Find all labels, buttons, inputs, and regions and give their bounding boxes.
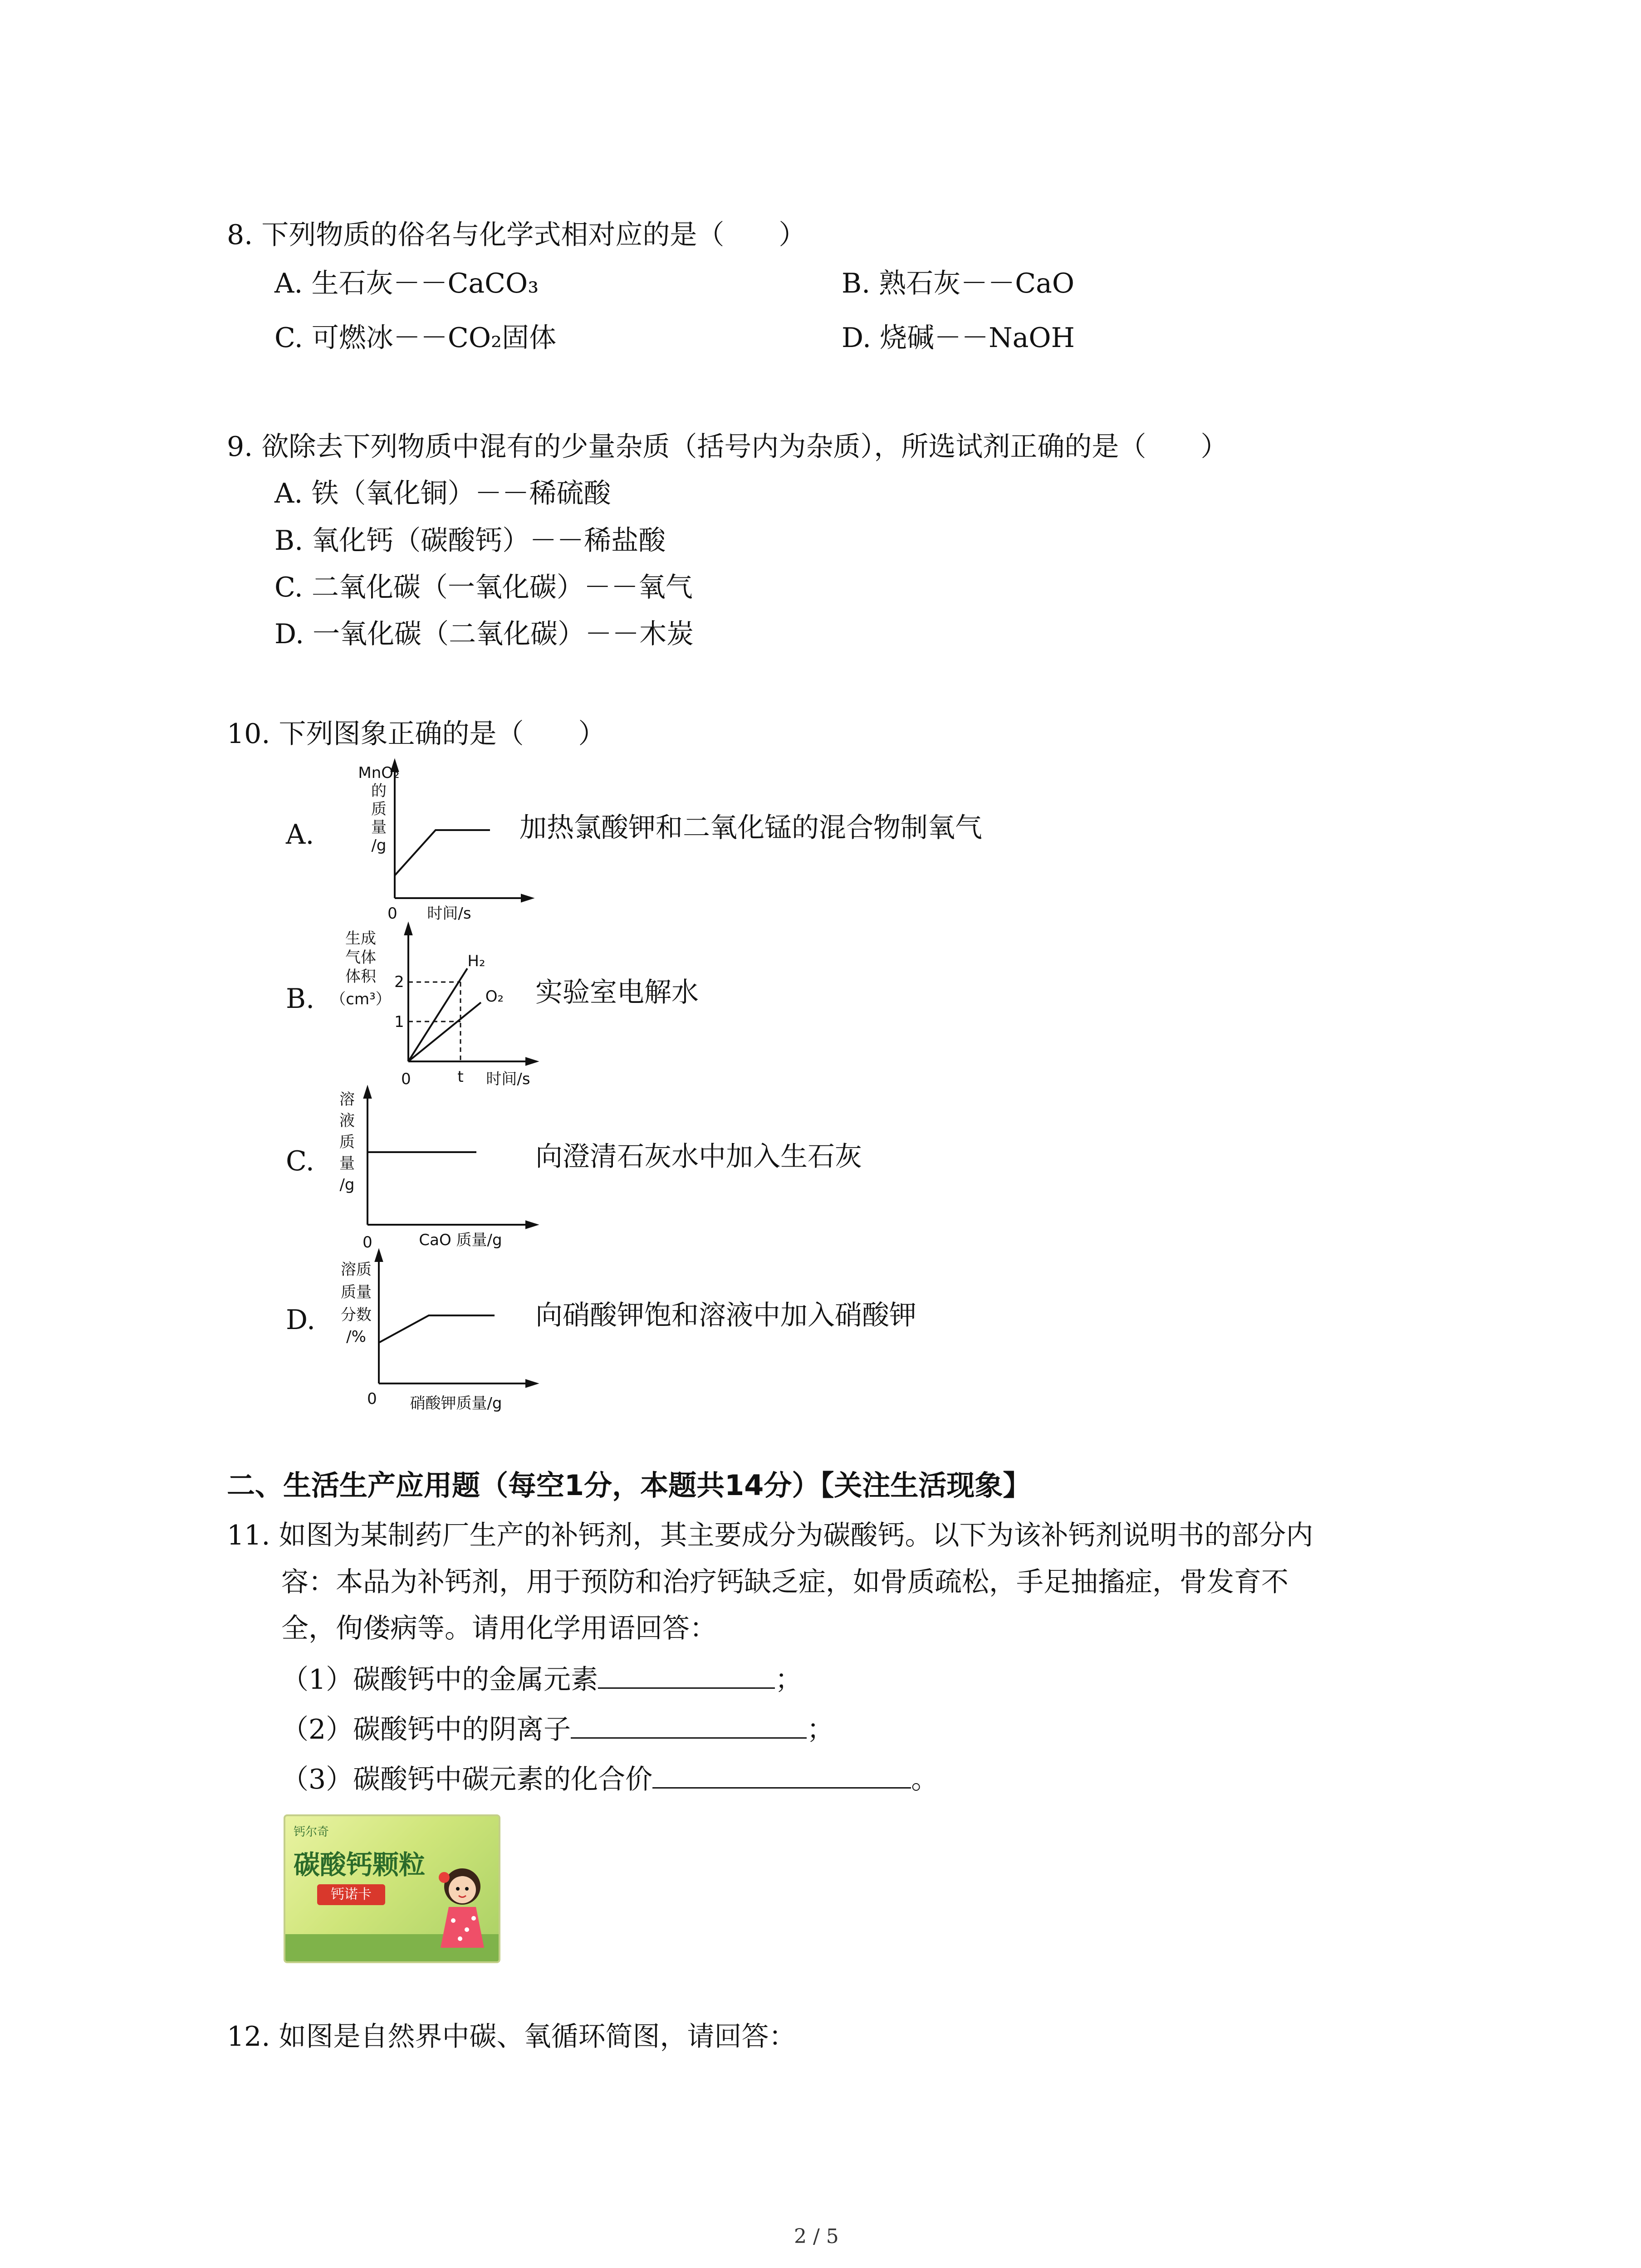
y-axis-arrow	[405, 924, 411, 934]
tick-y1: 1	[394, 1013, 404, 1031]
product-subname: 钙诺卡	[331, 1887, 372, 1902]
x-axis-arrow	[526, 1380, 536, 1387]
y-axis-arrow	[376, 1251, 382, 1261]
q8-option-d[interactable]: D. 烧碱－－NaOH	[842, 322, 1075, 354]
o2-line	[408, 1002, 481, 1061]
q8-option-c[interactable]: C. 可燃冰－－CO₂固体	[274, 322, 557, 354]
y-label-1: 的	[371, 782, 387, 800]
series-line	[395, 830, 490, 875]
product-name: 碳酸钙颗粒	[294, 1849, 426, 1880]
q11-sub-3-text: （3）碳酸钙中碳元素的化合价	[281, 1764, 653, 1795]
series-o2-label: O₂	[485, 987, 504, 1006]
q10-option-c[interactable]: C.	[286, 1145, 314, 1177]
y-label-2: 分数	[341, 1306, 372, 1324]
q9-option-d[interactable]: D. 一氧化碳（二氧化碳）－－木炭	[274, 618, 694, 650]
q11-sub-3-end: 。	[911, 1764, 939, 1795]
y-label-3: 量	[371, 818, 387, 836]
q11-line-1: 11. 如图为某制药厂生产的补钙剂，其主要成分为碳酸钙。以下为该补钙剂说明书的部分内	[227, 1520, 1313, 1551]
section-2-title: 二、生活生产应用题（每空1分，本题共14分）【关注生活现象】	[227, 1469, 1031, 1502]
y-label-1: 液	[339, 1112, 355, 1130]
q10-option-d[interactable]: D.	[286, 1304, 316, 1336]
x-label: CaO 质量/g	[419, 1231, 502, 1249]
y-label-3: /%	[346, 1328, 366, 1346]
q10-caption-c: 向澄清石灰水中加入生石灰	[535, 1141, 862, 1173]
q11-line-3: 全，佝偻病等。请用化学用语回答：	[281, 1613, 717, 1644]
q9-option-c[interactable]: C. 二氧化碳（一氧化碳）－－氧气	[274, 572, 693, 603]
y-label-4: /g	[339, 1176, 355, 1194]
q11-sub-3	[281, 1760, 938, 1798]
product-brand: 钙尔奇	[294, 1825, 329, 1839]
q9-stem: 9. 欲除去下列物质中混有的少量杂质（括号内为杂质），所选试剂正确的是（ ）	[227, 431, 1228, 463]
q10-caption-b: 实验室电解水	[535, 977, 699, 1008]
y-label-3: 量	[339, 1154, 355, 1173]
q8-option-a[interactable]: A. 生石灰－－CaCO₃	[274, 268, 539, 299]
tick-t: t	[457, 1068, 464, 1086]
q11-sub-2-blank[interactable]	[571, 1710, 807, 1739]
q11-sub-1-text: （1）碳酸钙中的金属元素	[281, 1664, 598, 1696]
origin-label: 0	[367, 1390, 377, 1408]
q9-option-b[interactable]: B. 氧化钙（碳酸钙）－－稀盐酸	[274, 525, 666, 557]
q10-caption-d: 向硝酸钾饱和溶液中加入硝酸钾	[535, 1300, 916, 1331]
y-axis-arrow	[364, 1088, 371, 1098]
x-label: 时间/s	[427, 904, 471, 923]
girl-illustration-icon	[431, 1862, 494, 1957]
series-h2-label: H₂	[467, 952, 485, 970]
y-label-0: 生成	[345, 929, 376, 948]
q11-line-2: 容：本品为补钙剂，用于预防和治疗钙缺乏症，如骨质疏松，手足抽搐症，骨发育不	[281, 1566, 1288, 1598]
q11-sub-1	[281, 1660, 802, 1698]
q9-option-a[interactable]: A. 铁（氧化铜）－－稀硫酸	[274, 478, 611, 509]
x-axis-arrow	[522, 895, 532, 901]
y-label-2: 质	[339, 1133, 355, 1151]
x-axis-arrow	[526, 1058, 536, 1065]
q11-sub-2	[281, 1710, 834, 1748]
tick-y2: 2	[394, 973, 404, 991]
q10-chart-b	[327, 921, 544, 1093]
origin-label: 0	[387, 904, 397, 923]
q8-option-b[interactable]: B. 熟石灰－－CaO	[842, 268, 1075, 299]
y-label-0: 溶	[339, 1090, 355, 1109]
q11-sub-3-blank[interactable]	[652, 1760, 911, 1789]
q11-sub-2-text: （2）碳酸钙中的阴离子	[281, 1714, 571, 1745]
y-label-2: 体积	[345, 968, 376, 986]
q10-option-b[interactable]: B.	[286, 983, 315, 1015]
q10-caption-a: 加热氯酸钾和二氧化锰的混合物制氧气	[519, 812, 982, 844]
q10-chart-d	[327, 1247, 544, 1420]
calcium-product-box	[284, 1814, 500, 1963]
x-axis-arrow	[526, 1222, 536, 1228]
x-label: 时间/s	[486, 1070, 530, 1088]
q12-stem: 12. 如图是自然界中碳、氧循环简图，请回答：	[227, 2021, 796, 2053]
origin-label: 0	[362, 1233, 372, 1251]
y-label-0: MnO₂	[358, 764, 400, 782]
q10-option-a[interactable]: A.	[286, 819, 314, 850]
series-line	[379, 1315, 495, 1343]
q8-stem: 8. 下列物质的俗名与化学式相对应的是（ ）	[227, 219, 806, 251]
y-label-1: 质量	[341, 1283, 372, 1301]
q10-stem: 10. 下列图象正确的是（ ）	[227, 718, 606, 750]
y-label-4: /g	[371, 836, 387, 855]
q11-sub-2-end: ；	[807, 1714, 834, 1745]
y-label-3: （cm³）	[330, 990, 391, 1008]
y-label-1: 气体	[345, 948, 376, 967]
q11-sub-1-blank[interactable]	[598, 1660, 775, 1689]
product-subname-badge	[317, 1884, 385, 1905]
y-label-2: 质	[371, 800, 387, 818]
page-number: 2 / 5	[794, 2225, 839, 2248]
x-label: 硝酸钾质量/g	[410, 1394, 502, 1413]
q11-sub-1-end: ；	[775, 1664, 803, 1696]
y-label-0: 溶质	[341, 1261, 372, 1279]
origin-label: 0	[401, 1070, 411, 1088]
q10-chart-a	[327, 758, 544, 925]
q10-chart-c	[327, 1084, 544, 1256]
